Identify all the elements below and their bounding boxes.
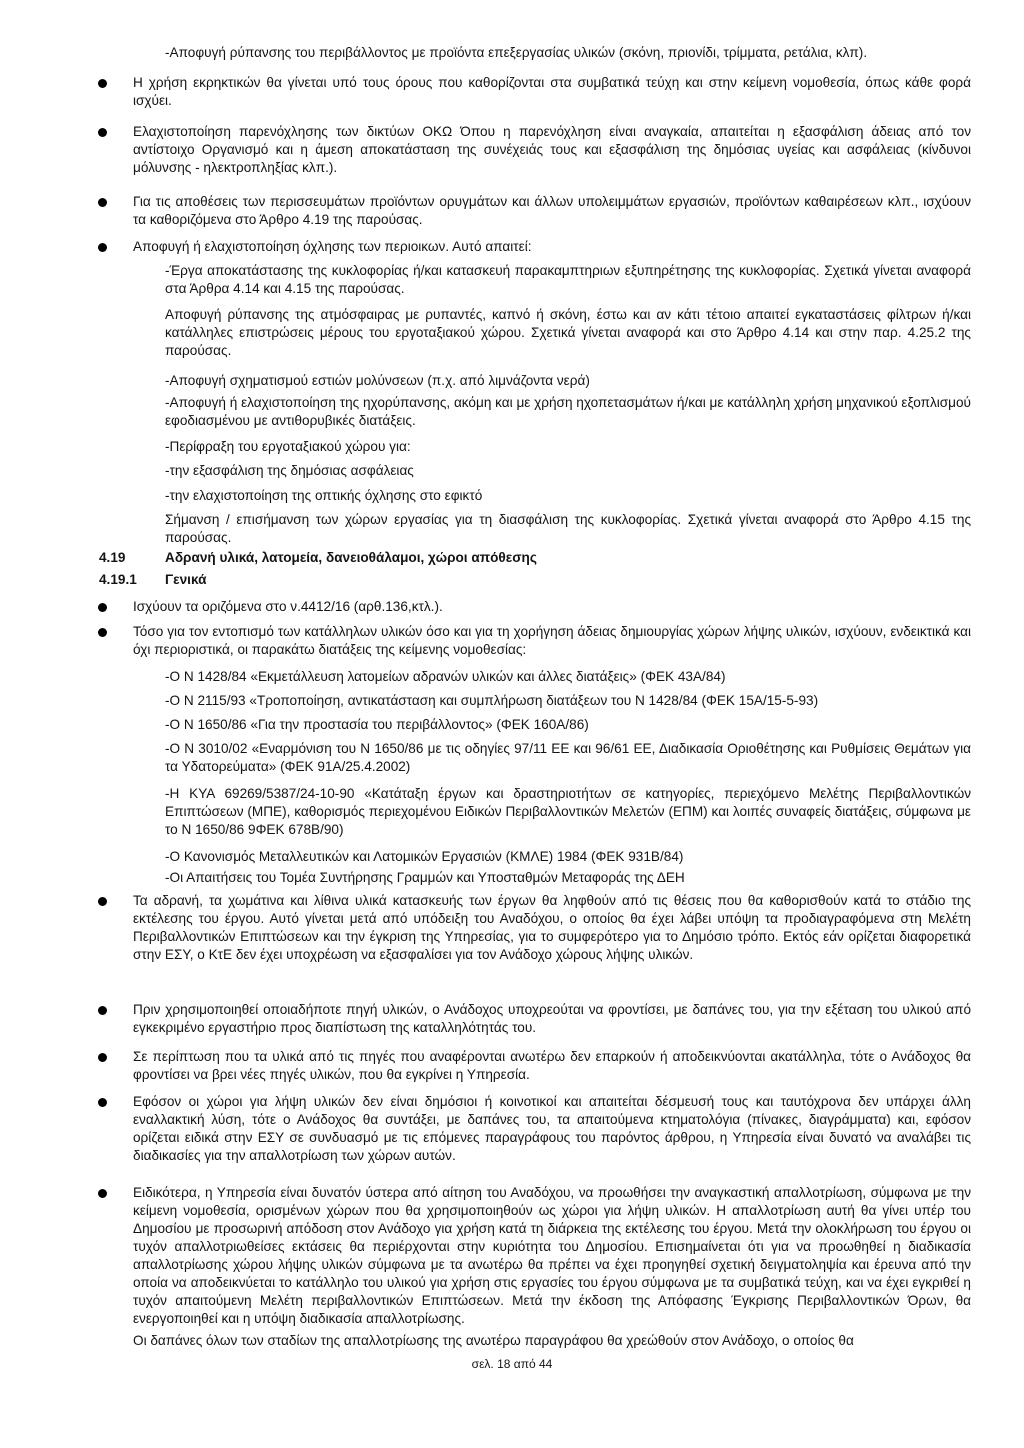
bullet-paragraph: Για τις αποθέσεις των περισσευμάτων προϊόντων ορυγμάτων και άλλων υπολειμμάτων εργασιών, προϊόντων καθαιρέσεων κλπ., ισχύουν τα καθοριζόμενα στο Άρθρο 4.19 της παρούσας. — [133, 194, 971, 227]
indented-paragraph: -Έργα αποκατάστασης της κυκλοφορίας ή/και κατασκευή παρακαμπτηριων εξυπηρέτησης της κυκλοφορίας. Σχετικά γίνεται αναφορά στα Άρθρα 4.14 και 4.15 της παρούσας. — [165, 263, 971, 296]
bullet-paragraph: Τα αδρανή, τα χωμάτινα και λίθινα υλικά κατασκευής των έργων θα ληφθούν από τις θέσεις που θα καθορισθούν κατά το στάδιο της εκτέλεσης του έργου. Αυτό γίνεται μετά από υπόδειξη του Αναδόχου, ο οποίος θα έχει λάβει υπόψη τα προδιαγραφόμενα στη Μελέτη Περιβαλλοντικών Επιπτώσεων και την έγκριση της Υπηρεσίας, για το συμφερότερο για το Δημόσιο τρόπο. Εκτός εάν ορίζεται διαφορετικά στην ΕΣΥ, ο ΚτΕ δεν έχει υποχρέωση να εξασφαλίσει για τον Ανάδοχο χώρους λήψης υλικών. — [133, 893, 971, 962]
law-list-item: -Ο Ν 1428/84 «Εκμετάλλευση λατομείων αδρανών υλικών και άλλες διατάξεις» (ΦΕΚ 43Α/84) — [165, 669, 726, 684]
subsection-title: Γενικά — [165, 572, 207, 587]
bullet-paragraph: Η χρήση εκρηκτικών θα γίνεται υπό τους όρους που καθορίζονται στα συμβατικά τεύχη και στην κείμενη νομοθεσία, όπως κάθε φορά ισχύει. — [133, 75, 971, 108]
law-list-item: -Οι Απαιτήσεις του Τομέα Συντήρησης Γραμμών και Υποσταθμών Μεταφοράς της ΔΕΗ — [165, 870, 685, 885]
bullet-paragraph: Ελαχιστοποίηση παρενόχλησης των δικτύων ΟΚΩ Όπου η παρενόχληση είναι αναγκαία, απαιτείται η εξασφάλιση άδειας από τον αντίστοιχο Οργανισμό και η άμεση αποκατάσταση της συνέχειάς τους και εξασφάλιση της δημόσιας υγείας και ασφάλειας (κίνδυνοι μόλυνσης - ηλεκτροπληξίας κλπ.). — [133, 124, 971, 175]
paragraph: Οι δαπάνες όλων των σταδίων της απαλλοτρίωσης της ανωτέρω παραγράφου θα χρεώθούν στον Ανάδοχο, ο οποίος θα — [133, 1333, 854, 1348]
bullet-icon — [98, 198, 107, 207]
bullet-icon — [98, 1053, 107, 1062]
bullet-icon — [98, 79, 107, 88]
bullet-icon — [98, 1189, 107, 1198]
subsection-heading — [99, 571, 499, 589]
page-number-footer: σελ. 18 από 44 — [471, 1357, 553, 1371]
bullet-paragraph: Αποφυγή ή ελαχιστοποίηση όχλησης των περιοικων. Αυτό απαιτεί: — [133, 239, 532, 254]
section-title: Αδρανή υλικά, λατομεία, δανειοθάλαμοι, χώροι απόθεσης — [165, 550, 537, 565]
bullet-paragraph: Τόσο για τον εντοπισμό των κατάλληλων υλικών όσο και για τη χορήγηση άδειας δημιουργίας χώρων λήψης υλικών, ισχύουν, ενδεικτικά και όχι περιοριστικά, οι παρακάτω διατάξεις της κείμενης νομοθεσίας: — [133, 624, 971, 657]
paragraph: -Αποφυγή ρύπανσης του περιβάλλοντος με προϊόντα επεξεργασίας υλικών (σκόνη, πριονίδι, τρίμματα, ρετάλια, κλπ). — [165, 45, 868, 60]
law-list-item: -Ο Ν 2115/93 «Τροποποίηση, αντικατάσταση και συμπλήρωση διατάξεων του Ν 1428/84 (ΦΕΚ 15Α/15-5-93) — [165, 693, 819, 708]
section-number: 4.19 — [99, 550, 126, 565]
law-list-item: -Ο Κανονισμός Μεταλλευτικών και Λατομικών Εργασιών (ΚΜΛΕ) 1984 (ΦΕΚ 931Β/84) — [165, 849, 684, 864]
law-list-item: -Η ΚΥΑ 69269/5387/24-10-90 «Κατάταξη έργων και δραστηριοτήτων σε κατηγορίες, περιεχόμενο Μελέτης Περιβαλλοντικών Επιπτώσεων (ΜΠΕ), καθορισμός περιεχομένου Ειδικών Περιβαλλοντικών Μελετών (ΕΠΜ) και λοιπές συναφείς διατάξεις, σύμφωνα με το Ν 1650/86 9ΦΕΚ 678Β/90) — [165, 786, 971, 837]
subsection-number: 4.19.1 — [99, 572, 137, 587]
indented-paragraph: Σήμανση / επισήμανση των χώρων εργασίας για τη διασφάλιση της κυκλοφορίας. Σχετικά γίνεται αναφορά στο Άρθρο 4.15 της παρούσας. — [165, 512, 971, 545]
law-list-item: -Ο Ν 1650/86 «Για την προστασία του περιβάλλοντος» (ΦΕΚ 160Α/86) — [165, 717, 589, 732]
section-heading — [99, 549, 799, 567]
indented-paragraph: -Αποφυγή σχηματισμού εστιών μολύνσεων (π.χ. από λιμνάζοντα νερά) — [165, 373, 590, 388]
law-list-item: -Ο Ν 3010/02 «Εναρμόνιση του Ν 1650/86 με τις οδηγίες 97/11 ΕΕ και 96/61 ΕΕ, Διαδικασία Οριοθέτησης και Ρυθμίσεις Θεμάτων για τα Υδατορεύματα» (ΦΕΚ 91Α/25.4.2002) — [165, 741, 971, 774]
indented-paragraph: -Περίφραξη του εργοταξιακού χώρου για: — [165, 439, 411, 454]
indented-paragraph: -την ελαχιστοποίηση της οπτικής όχλησης στο εφικτό — [165, 488, 483, 503]
bullet-paragraph: Σε περίπτωση που τα υλικά από τις πηγές που αναφέρονται ανωτέρω δεν επαρκούν ή αποδεικνύονται ακατάλληλα, τότε ο Ανάδοχος θα φροντίσει να βρει νέες πηγές υλικών, που θα εγκρίνει η Υπηρεσία. — [133, 1049, 971, 1082]
bullet-paragraph: Ισχύουν τα οριζόμενα στο ν.4412/16 (αρθ.136,κτλ.). — [133, 599, 443, 614]
bullet-icon — [98, 128, 107, 137]
indented-paragraph: -την εξασφάλιση της δημόσιας ασφάλειας — [165, 463, 414, 478]
bullet-icon — [98, 243, 107, 252]
bullet-paragraph: Ειδικότερα, η Υπηρεσία είναι δυνατόν ύστερα από αίτηση του Αναδόχου, να προωθήσει την αναγκαστική απαλλοτρίωση, σύμφωνα με την κείμενη νομοθεσία, ορισμένων χώρων που θα χρησιμοποιηθούν ως χώροι για λήψη υλικών. Η απαλλοτρίωση αυτή θα γίνει υπέρ του Δημοσίου με προσωρινή απόδοση στον Ανάδοχο για χρήση κατά τη διάρκεια της εκτέλεσης του έργου. Μετά την ολοκλήρωση του έργου οι τυχόν απαλλοτριωθείσες εκτάσεις θα περιέρχονται στην κυριότητα του Δημοσίου. Επισημαίνεται ότι για να προωθηθεί η διαδικασία απαλλοτρίωσης χώρου λήψης υλικών σύμφωνα με τα ανωτέρω θα πρέπει να έχει προηγηθεί σχετική δειγματοληψία και έρευνα από την οποία να αποδεικνύεται το κατάλληλο του υλικού για χρήση στις εργασίες του έργου σύμφωνα με τα συμβατικά τεύχη, και να έχει εγκριθεί η τυχόν απαιτούμενη Μελέτη περιβαλλοντικών Επιπτώσεων. Μετά την έκδοση της Απόφασης Έγκρισης Περιβαλλοντικών Όρων, θα ενεργοποιηθεί και η υπόψη διαδικασία απαλλοτρίωσης. — [133, 1185, 971, 1326]
bullet-icon — [98, 1098, 107, 1107]
bullet-icon — [98, 1006, 107, 1015]
bullet-icon — [98, 603, 107, 612]
indented-paragraph: -Αποφυγή ή ελαχιστοποίηση της ηχορύπανσης, ακόμη και με χρήση ηχοπετασμάτων ή/και με κατάλληλη χρήση μηχανικού εξοπλισμού εφοδιασμένου με αντιθορυβικές διατάξεις. — [165, 395, 971, 428]
bullet-paragraph: Πριν χρησιμοποιηθεί οποιαδήποτε πηγή υλικών, ο Ανάδοχος υποχρεούται να φροντίσει, με δαπάνες του, για την εξέταση του υλικού από εγκεκριμένο εργαστήριο προς διαπίστωση της καταλληλότητάς του. — [133, 1002, 971, 1035]
bullet-paragraph: Εφόσον οι χώροι για λήψη υλικών δεν είναι δημόσιοι ή κοινοτικοί και απαιτείται δέσμευσή τους και ταυτόχρονα δεν υπάρχει άλλη εναλλακτική λύση, τότε ο Ανάδοχος θα συντάξει, με δαπάνες του, τα απαιτούμενα κτηματολόγια (πίνακες, διαγράμματα) και, εφόσον ορίζεται ειδικά στην ΕΣΥ σε συνδυασμό με τις επόμενες παραγράφους του παρόντος άρθρου, η Υπηρεσία είναι δυνατό να αναλάβει τις διαδικασίες για την απαλλοτρίωση των χώρων αυτών. — [133, 1094, 971, 1163]
bullet-icon — [98, 897, 107, 906]
indented-paragraph: Αποφυγή ρύπανσης της ατμόσφαιρας με ρυπαντές, καπνό ή σκόνη, έστω και αν κάτι τέτοιο απαιτεί εγκαταστάσεις φίλτρων ή/και κατάλληλες επιστρώσεις μέρους του εργοταξιακού χώρου. Σχετικά γίνεται αναφορά και στο Άρθρο 4.14 και στην παρ. 4.25.2 της παρούσας. — [165, 307, 971, 358]
bullet-icon — [98, 628, 107, 637]
